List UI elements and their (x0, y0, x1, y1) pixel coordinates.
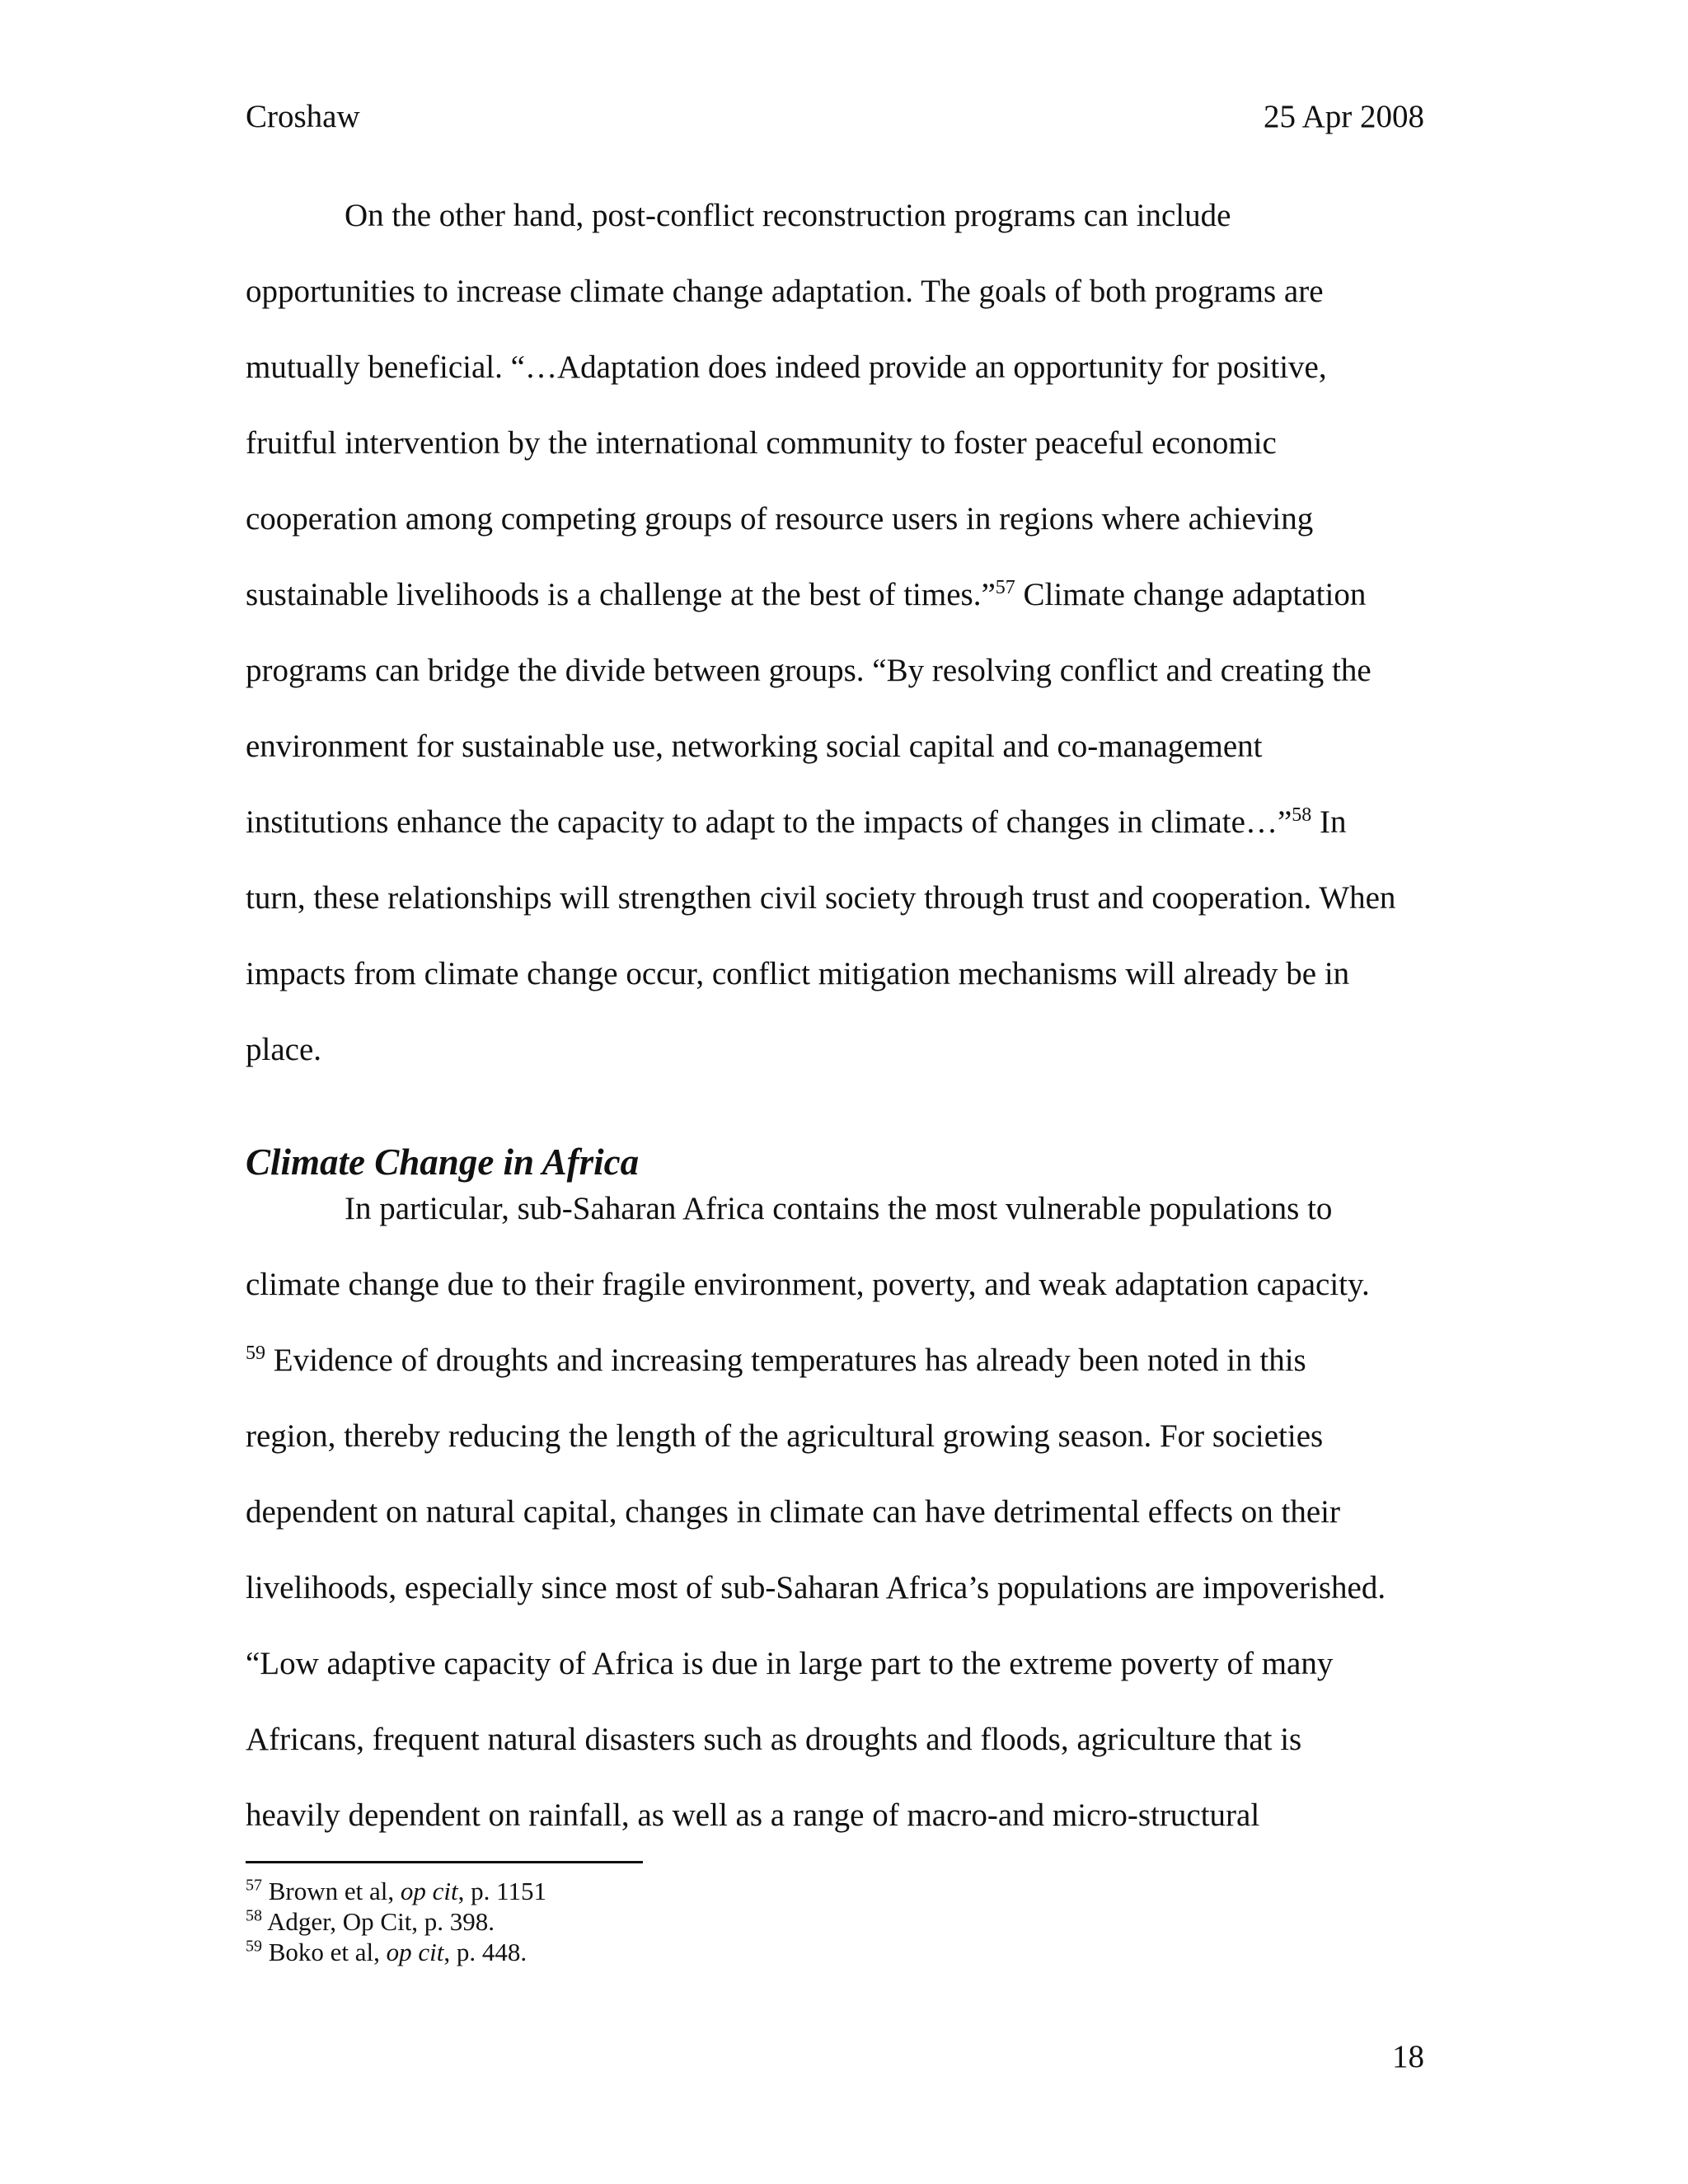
text-line: region, thereby reducing the length of the agricultural growing season. For societies (246, 1418, 1324, 1454)
footnote-58 (246, 1906, 546, 1937)
footnote-57 (246, 1876, 546, 1906)
text-segment: sustainable livelihoods is a challenge at the best of times.” (246, 577, 996, 612)
text-line: Africans, frequent natural disasters such as droughts and floods, agriculture that is (246, 1722, 1302, 1757)
header-date: 25 Apr 2008 (1264, 99, 1424, 134)
text-line: mutually beneficial. “…Adaptation does indeed provide an opportunity for positive, (246, 349, 1327, 385)
paragraph-reconstruction (246, 178, 1424, 1088)
text-line: fruitful intervention by the international community to foster peaceful economic (246, 425, 1277, 461)
text-line (246, 1323, 1424, 1399)
text-line: climate change due to their fragile environment, poverty, and weak adaptation capacity. (246, 1267, 1370, 1302)
text-line: place. (246, 1032, 322, 1067)
text-line: opportunities to increase climate change adaptation. The goals of both programs are (246, 274, 1324, 309)
text-line: programs can bridge the divide between groups. “By resolving conflict and creating the (246, 653, 1372, 688)
footnote-number: 58 (246, 1906, 262, 1925)
footnote-text: , p. 448. (443, 1938, 528, 1966)
page-number: 18 (1392, 2039, 1424, 2074)
text-line (246, 557, 1424, 633)
footnote-59 (246, 1937, 546, 1967)
footnote-number: 57 (246, 1876, 262, 1895)
text-line: “Low adaptive capacity of Africa is due in large part to the extreme poverty of many (246, 1646, 1334, 1681)
footnote-italic: op cit (400, 1877, 458, 1905)
text-line: In particular, sub-Saharan Africa contains the most vulnerable populations to (345, 1191, 1333, 1226)
paragraph-africa (246, 1171, 1424, 1854)
text-segment: Evidence of droughts and increasing temperatures has already been noted in this (265, 1343, 1306, 1378)
footnote-number: 59 (246, 1937, 262, 1956)
text-line: cooperation among competing groups of resource users in regions where achieving (246, 501, 1314, 537)
text-line: environment for sustainable use, networking social capital and co-management (246, 729, 1263, 764)
text-line: turn, these relationships will strengthen civil society through trust and cooperation. When (246, 880, 1396, 916)
text-segment: Climate change adaptation (1015, 577, 1367, 612)
text-line: On the other hand, post-conflict reconstruction programs can include (345, 198, 1231, 233)
footnote-ref-57: 57 (995, 577, 1015, 598)
footnotes (246, 1876, 546, 1967)
footnote-text: , p. 1151 (457, 1877, 546, 1905)
text-segment: In (1311, 804, 1347, 840)
text-line: dependent on natural capital, changes in climate can have detrimental effects on their (246, 1494, 1340, 1530)
text-line: heavily dependent on rainfall, as well as a range of macro-and micro-structural (246, 1797, 1260, 1833)
footnote-text: Adger, Op Cit, p. 398. (262, 1907, 495, 1936)
text-line (246, 785, 1424, 860)
text-line: livelihoods, especially since most of sub-Saharan Africa’s populations are impoverished. (246, 1570, 1386, 1605)
footnote-italic: op cit (386, 1938, 444, 1966)
footnote-text: Brown et al, (262, 1877, 401, 1905)
text-segment: institutions enhance the capacity to adapt to the impacts of changes in climate…” (246, 804, 1292, 840)
footnote-ref-59: 59 (246, 1343, 265, 1364)
footnote-text: Boko et al, (262, 1938, 387, 1966)
header-author: Croshaw (246, 99, 360, 134)
section-heading: Climate Change in Africa (246, 1141, 640, 1183)
text-line: impacts from climate change occur, conflict mitigation mechanisms will already be in (246, 956, 1350, 991)
footnote-separator (246, 1861, 643, 1863)
footnote-ref-58: 58 (1292, 804, 1312, 826)
